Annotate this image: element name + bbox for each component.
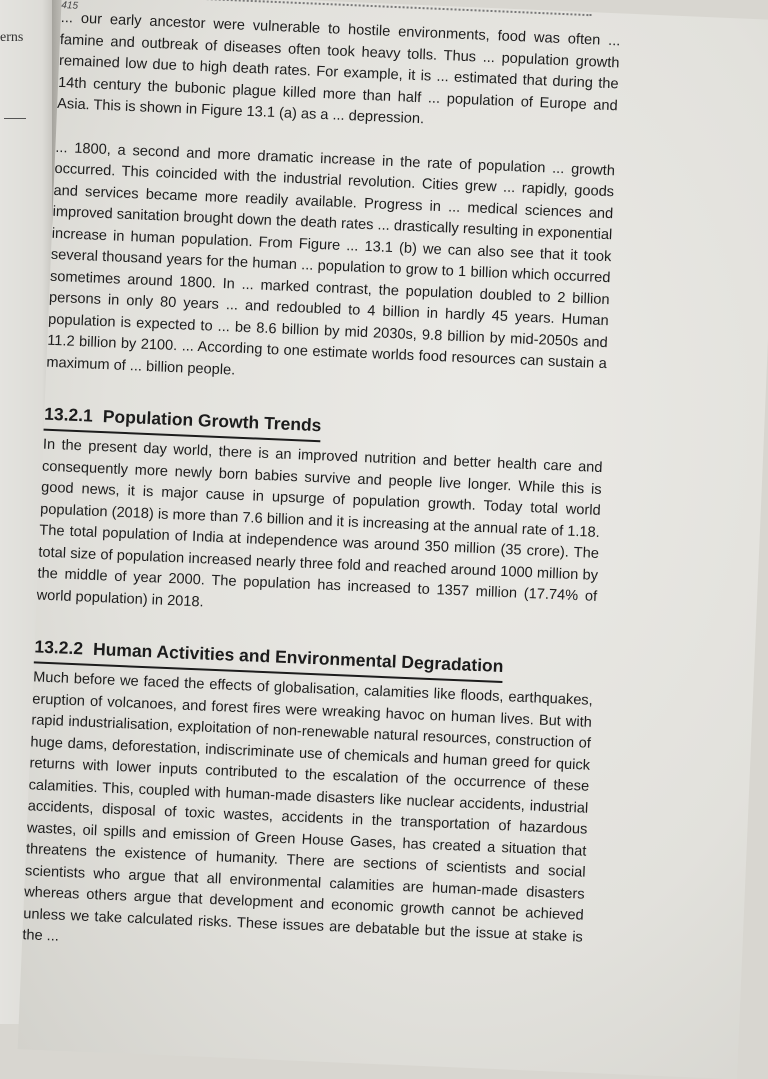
- page-content: [22, 8, 621, 970]
- section-number: 13.2.2: [34, 636, 84, 659]
- intro-paragraph-2: ... 1800, a second and more dramatic increase in the rate of population ... growth occurred. This coincided with the industrial revolution. Cities grew ... rapidly, goods and services became more readily available. Progress in ... medical sciences and improved sanitation brought down the death rates ... drastically resulting in exponential increase in human population. From Figure ... 13.1 (b) we can also see that it took several thousand years for the human ... population to grow to 1 billion which occurred sometimes around 1800. In ... marked contrast, the population doubled to 2 billion persons in only 80 years ... and redoubled to 4 billion in hardly 45 years. Human population is expected to ... be 8.6 billion by mid 2030s, 9.8 billion by mid-2050s and 11.2 billion by 2100. ... According to one estimate worlds food resources can sustain a maximum of ... billion people.: [46, 139, 616, 379]
- page-number: 415: [61, 0, 79, 12]
- section-body-population-growth: In the present day world, there is an improved nutrition and better health care and consequently more newly born babies survive and people live longer. While this is good news, it is major cause in upsurge of population growth. Today total world population (2018) is more than 7.6 billion and it is increasing at the annual rate of 1.18. The total population of India at independence was around 350 million (35 crore). The total size of population increased nearly three fold and reached around 1000 million by the middle of year 2000. The population has increased to 1357 million (17.74% of world population) in 2018.: [36, 436, 603, 610]
- section-title: Population Growth Trends: [102, 406, 322, 436]
- book-page: [18, 0, 768, 1079]
- section-title: Human Activities and Environmental Degradation: [92, 638, 504, 677]
- section-number: 13.2.1: [43, 403, 94, 426]
- facing-page-edge-text: erns: [0, 30, 24, 45]
- section-body-environmental-degradation: Much before we faced the effects of globalisation, calamities like floods, earthquakes, eruption of volcanoes, and forest fires were wreaking havoc on human lives. But with rapid industrialisation, exploitation of non-renewable natural resources, construction of huge dams, deforestation, indiscriminate use of chemicals and human greed for quick returns with lower inputs contributed to the escalation of the occurrence of these calamities. This, coupled with human-made disasters like nuclear accidents, industrial accidents, disposal of toxic wastes, accidents in the transportation of hazardous wastes, oil spills and emission of Green House Gases, has created a situation that threatens the existence of humanity. There are sections of scientists and social scientists who argue that all environmental calamities are human-made disasters whereas others argue that development and economic growth cannot be achieved unless we take calculated risks. These issues are debatable but the issue at stake is the ...: [22, 669, 594, 946]
- intro-paragraph-1: ... our early ancestor were vulnerable to hostile environments, food was often ... famine and outbreak of diseases often took heavy tolls. Thus ... population growth remained low due to high death rates. For example, it is ... estimated that during the 14th century the bubonic plague killed more than half ... population of Europe and Asia. This is shown in Figure 13.1 (a) as a ... depression.: [56, 9, 621, 128]
- facing-page-dash: [4, 118, 26, 119]
